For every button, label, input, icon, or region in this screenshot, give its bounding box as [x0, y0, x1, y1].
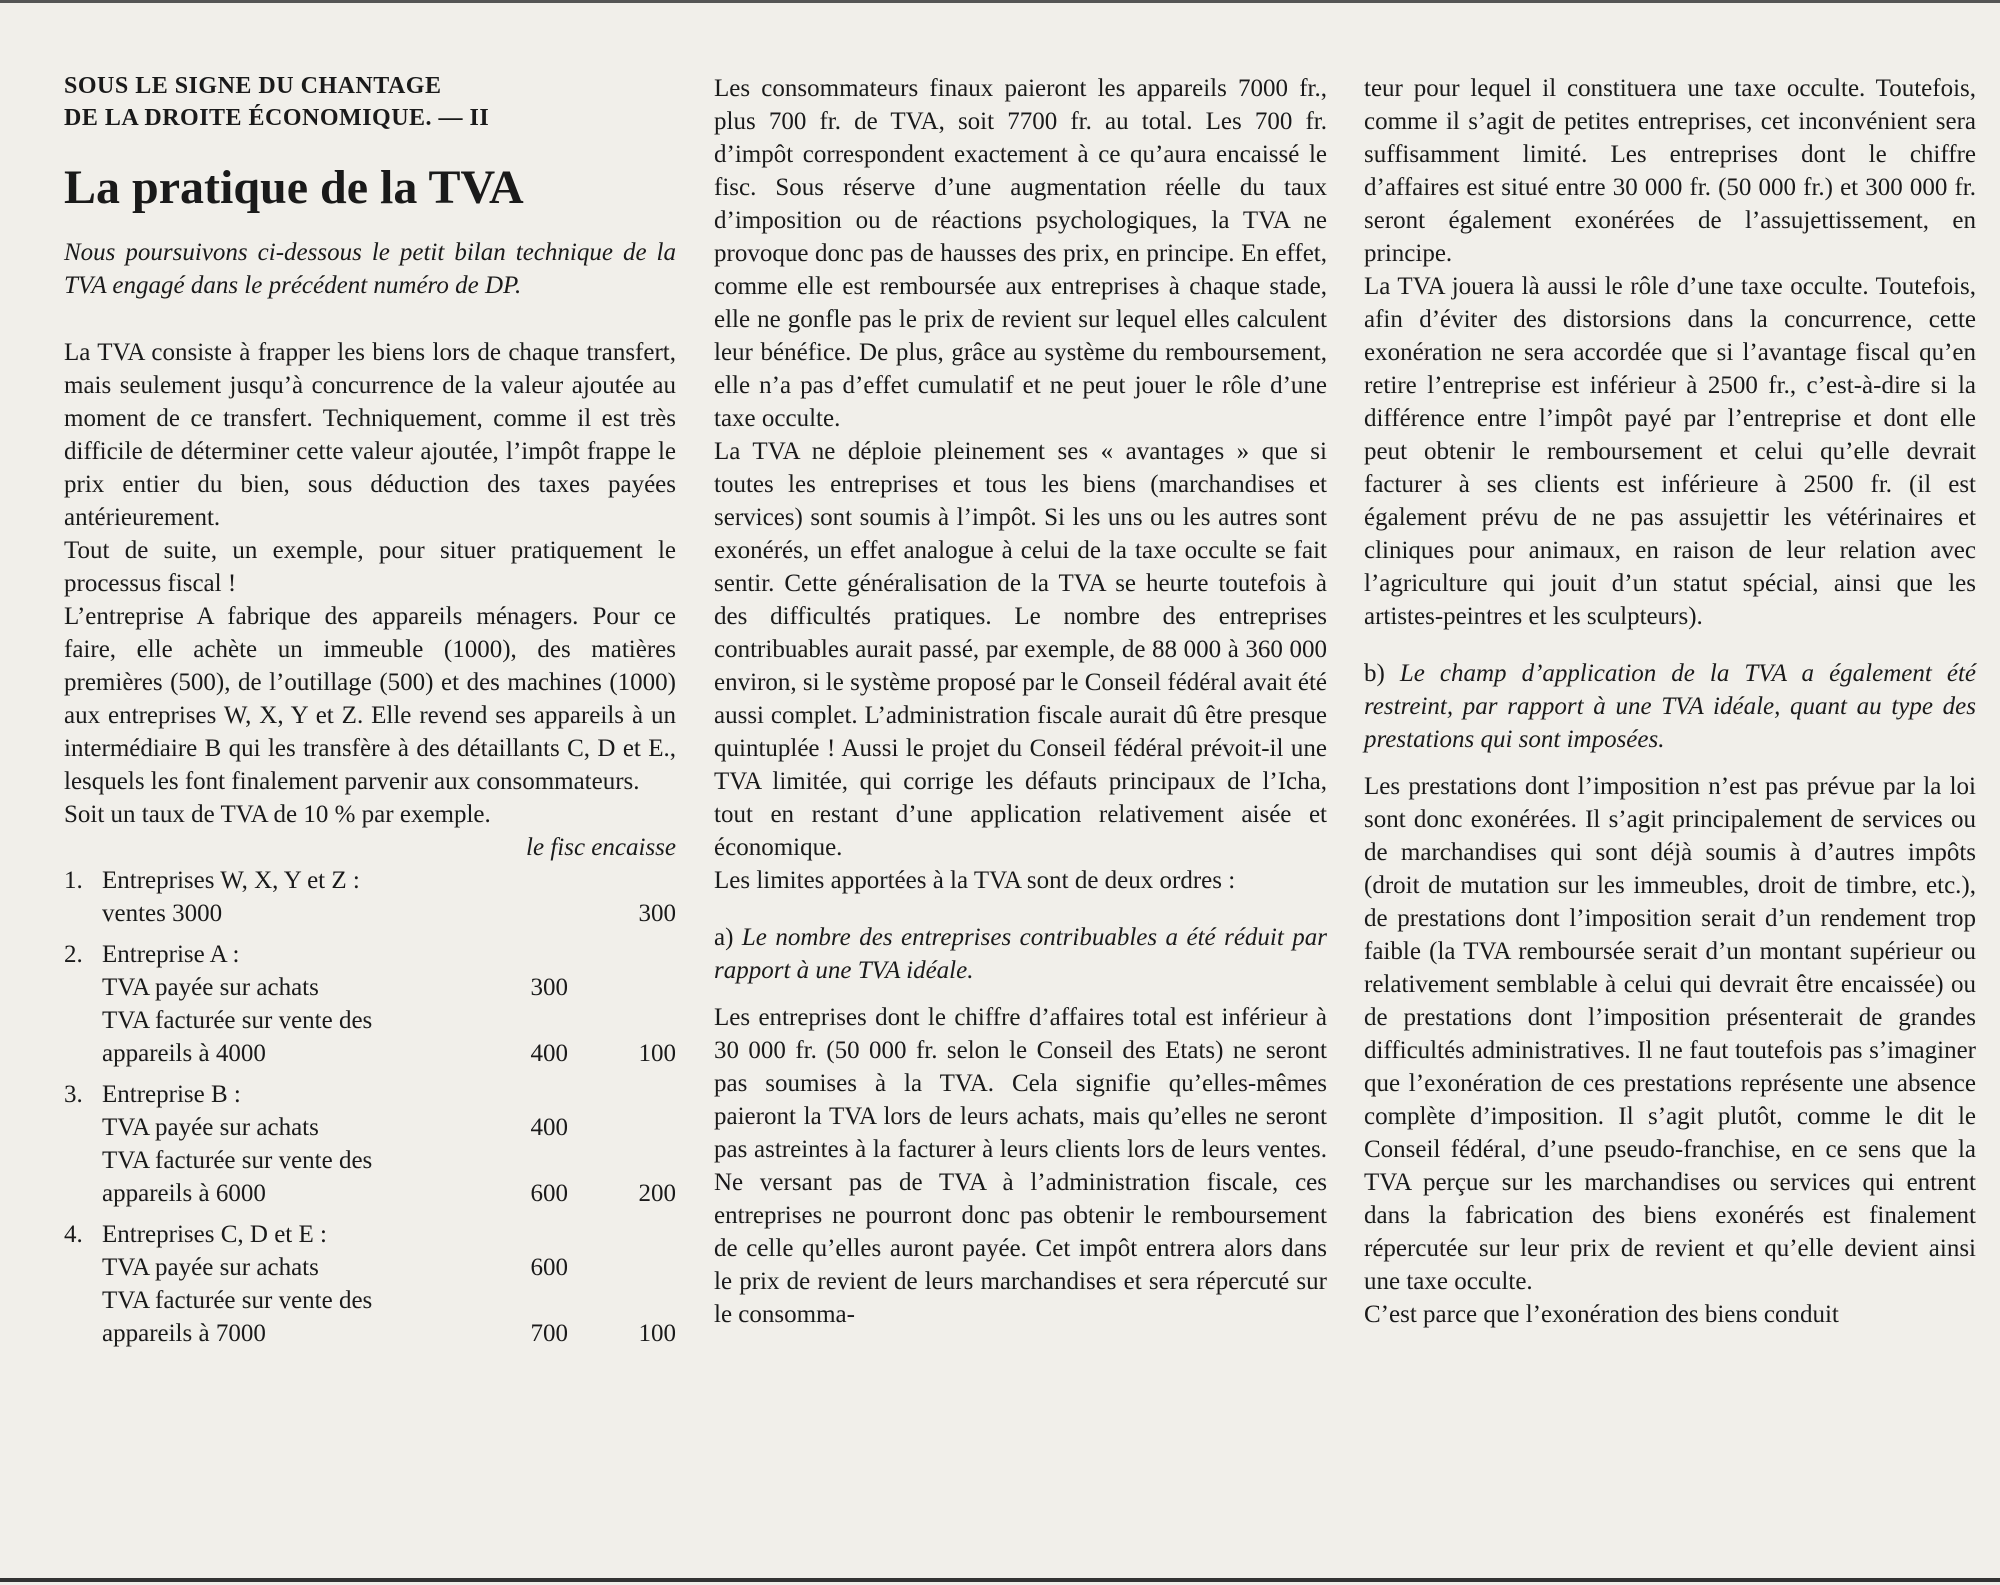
example-row-paid: 600 [530, 1180, 568, 1207]
example-row [64, 1037, 676, 1070]
paragraph: Les prestations dont l’imposition n’est pas prévue par la loi sont donc exonérées. Il s’agit principalement de services ou de marchandises qui sont déjà soumis à d’autres impôts (droit de mutation sur les immeubles, droit de timbre, etc.), de prestations dont l’imposition serait d’un rendement trop faible (la TVA remboursée serait d’un montant supérieur ou relativement semblable à celui qui devrait être encaissée) ou de prestations dont l’imposition présenterait de grandes difficultés administratives. Il ne faut toutefois pas s’imaginer que l’exonération de ces prestations représente une absence complète d’imposition. Il s’agit plutôt, comme le dit le Conseil fédéral, d’une pseudo-franchise, en ce sens que la TVA perçue sur les marchandises ou services qui entrent dans la fabrication des biens exonérés est finalement répercutée sur leur prix de revient et qu’elle devient ainsi une taxe occulte. [1364, 773, 1976, 1295]
example-item-title: Entreprise B : [102, 1081, 241, 1108]
example-header: le fisc encaisse [526, 834, 676, 861]
example-item-number: 1. [64, 867, 83, 894]
example-row-collected: 100 [638, 1320, 676, 1347]
article-lead: Nous poursuivons ci-dessous le petit bilan technique de la TVA engagé dans le précédent numéro de DP. [64, 239, 676, 299]
spacer [714, 987, 1327, 1001]
section-a-title: Le nombre des entreprises contribuables a été réduit par rapport à une TVA idéale. [714, 924, 1327, 984]
example-row [64, 1251, 676, 1284]
example-row-label: appareils à 4000 [102, 1040, 266, 1067]
paragraph: La TVA jouera là aussi le rôle d’une taxe occulte. Toutefois, afin d’éviter des distorsions dans la concurrence, cette exonération ne sera accordée que si l’avantage fiscal qu’en retire l’entreprise est inférieur à 2500 fr., c’est-à-dire si la différence entre l’impôt payé par l’entreprise et dont elle peut obtenir le remboursement et celui qu’elle devrait facturer à ses clients est inférieure à 2500 fr. (il est également prévu de ne pas assujettir les vétérinaires et cliniques pour animaux, en raison de leur relation avec l’agriculture qui jouit d’un statut spécial, ainsi que les artistes-peintres et les sculpteurs). [1364, 273, 1976, 630]
paragraph: La TVA ne déploie pleinement ses « avantages » que si toutes les entreprises et tous les biens (marchandises et services) sont soumis à l’impôt. Si les uns ou les autres sont exonérés, un effet analogue à celui de la taxe occulte se fait sentir. Cette généralisation de la TVA se heurte toutefois à des difficultés pratiques. Le nombre des entreprises contribuables aurait passé, par exemple, de 88 000 à 360 000 environ, si le système proposé par le Conseil fédéral avait été aussi complet. L’administration fiscale aurait dû être presque quintuplée ! Aussi le projet du Conseil fédéral prévoit-il une TVA limitée, qui corrige les défauts principaux de l’Icha, tout en restant d’une application relativement aisée et économique. [714, 438, 1327, 861]
top-rule [0, 0, 2000, 3]
paragraph: La TVA consiste à frapper les biens lors de chaque transfert, mais seulement jusqu’à concurrence de la valeur ajoutée au moment de ce transfert. Techniquement, comme il est très difficile de déterminer cette valeur ajoutée, l’impôt frappe le prix entier du bien, sous déduction des taxes payées antérieurement. [64, 339, 676, 531]
example-row-label: TVA facturée sur vente des [102, 1007, 373, 1034]
example-item-title-row [64, 1078, 676, 1111]
section-a-heading [714, 921, 1327, 987]
example-row [64, 1004, 676, 1037]
example-row-collected: 100 [638, 1040, 676, 1067]
section-a-prefix: a) [714, 924, 742, 951]
column-2 [714, 72, 1327, 1331]
example-row [64, 897, 676, 930]
example-row-paid: 400 [530, 1114, 568, 1141]
example-item-title-row [64, 864, 676, 897]
example-item-number: 4. [64, 1221, 83, 1248]
section-b-prefix: b) [1364, 660, 1400, 687]
example-item [64, 864, 676, 930]
example-row [64, 1177, 676, 1210]
example-item-number: 2. [64, 941, 83, 968]
example-row-paid: 700 [530, 1320, 568, 1347]
example-row-collected: 300 [638, 900, 676, 927]
example-row [64, 1284, 676, 1317]
example-row-label: ventes 3000 [102, 900, 223, 927]
kicker-line-1: SOUS LE SIGNE DU CHANTAGE [64, 73, 442, 99]
example-item-title: Entreprises C, D et E : [102, 1221, 327, 1248]
example-row-paid: 600 [530, 1254, 568, 1281]
paragraph: Les entreprises dont le chiffre d’affaires total est inférieur à 30 000 fr. (50 000 fr. selon le Conseil des Etats) ne seront pas soumises à la TVA. Cela signifie qu’elles-mêmes paieront la TVA lors de leurs achats, mais qu’elles ne seront pas astreintes à la facturer à leurs clients lors de leurs ventes. Ne versant pas de TVA à l’administration fiscale, ces entreprises ne pourront donc pas obtenir le remboursement de celle qu’elles auront payée. Cet impôt entrera alors dans le prix de revient de leurs marchandises et sera répercuté sur le consomma- [714, 1004, 1327, 1328]
paragraph: Les consommateurs finaux paieront les appareils 7000 fr., plus 700 fr. de TVA, soit 7700 fr. au total. Les 700 fr. d’impôt correspondent exactement à ce qu’aura encaissé le fisc. Sous réserve d’une augmentation réelle du taux d’imposition ou de réactions psychologiques, la TVA ne provoque donc pas de hausses des prix, en principe. En effet, comme elle est remboursée aux entreprises à chaque stade, elle ne gonfle pas le prix de revient sur lequel elles calculent leur bénéfice. De plus, grâce au système du remboursement, elle n’a pas d’effet cumulatif et ne peut jouer le rôle d’une taxe occulte. [714, 75, 1327, 432]
example-item [64, 1218, 676, 1350]
example-item [64, 1078, 676, 1210]
example-row-label: appareils à 6000 [102, 1180, 266, 1207]
example-row-collected: 200 [638, 1180, 676, 1207]
column-1 [64, 70, 676, 1358]
kicker-line-2: DE LA DROITE ÉCONOMIQUE. — II [64, 105, 490, 131]
example-row-label: appareils à 7000 [102, 1320, 266, 1347]
column-3 [1364, 72, 1976, 1331]
example-row [64, 1144, 676, 1177]
example-row [64, 971, 676, 1004]
example-item-title-row [64, 1218, 676, 1251]
paragraph: Soit un taux de TVA de 10 % par exemple. [64, 801, 491, 828]
example-row-label: TVA payée sur achats [102, 1254, 319, 1281]
example-item-title: Entreprise A : [102, 941, 240, 968]
example-item-title-row [64, 938, 676, 971]
example-item-number: 3. [64, 1081, 83, 1108]
section-b-title: Le champ d’application de la TVA a également été restreint, par rapport à une TVA idéale, quant au type des prestations qui sont imposées. [1364, 660, 1976, 753]
example-row [64, 1111, 676, 1144]
paragraph: Tout de suite, un exemple, pour situer pratiquement le processus fiscal ! [64, 537, 676, 597]
example-row-label: TVA payée sur achats [102, 974, 319, 1001]
spacer [1364, 633, 1976, 657]
example-item [64, 938, 676, 1070]
paragraph: C’est parce que l’exonération des biens conduit [1364, 1301, 1839, 1328]
example-row-label: TVA facturée sur vente des [102, 1287, 373, 1314]
example-item-title: Entreprises W, X, Y et Z : [102, 867, 360, 894]
example-list [64, 864, 676, 1350]
example-row-paid: 300 [530, 974, 568, 1001]
example-row-label: TVA payée sur achats [102, 1114, 319, 1141]
example-row-paid: 400 [530, 1040, 568, 1067]
spacer [714, 897, 1327, 921]
article-title: La pratique de la TVA [64, 161, 524, 214]
paragraph: L’entreprise A fabrique des appareils ménagers. Pour ce faire, elle achète un immeuble (1000), des matières premières (500), de l’outillage (500) et des machines (1000) aux entreprises W, X, Y et Z. Elle revend ses appareils à un intermédiaire B qui les transfère à des détaillants C, D et E., lesquels les font finalement parvenir aux consommateurs. [64, 603, 676, 795]
section-b-heading [1364, 657, 1976, 756]
example-row-label: TVA facturée sur vente des [102, 1147, 373, 1174]
spacer [1364, 756, 1976, 770]
paragraph: teur pour lequel il constituera une taxe occulte. Toutefois, comme il s’agit de petites entreprises, cet inconvénient sera suffisamment limité. Les entreprises dont le chiffre d’affaires est situé entre 30 000 fr. (50 000 fr.) et 300 000 fr. seront également exonérées de l’assujettissement, en principe. [1364, 75, 1976, 267]
example-row [64, 1317, 676, 1350]
bottom-rule [0, 1578, 2000, 1582]
paragraph: Les limites apportées à la TVA sont de deux ordres : [714, 867, 1236, 894]
